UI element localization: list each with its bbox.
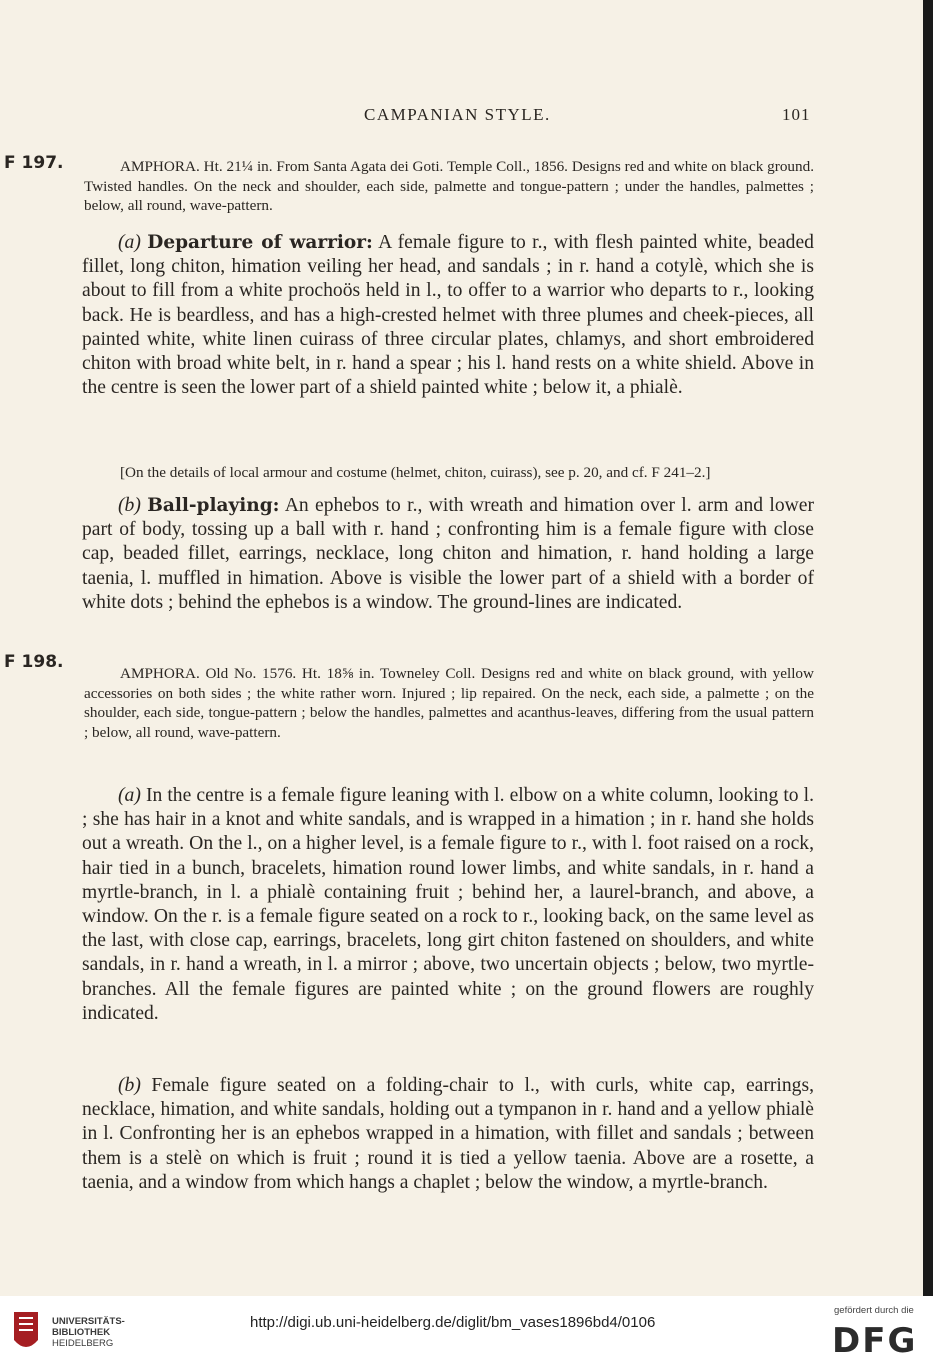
funding-note: gefördert durch die [834,1305,914,1316]
entry-intro-text: AMPHORA. Ht. 21¼ in. From Santa Agata dei Goti. Temple Coll., 1856. Designs red and white on black ground. Twisted handles. On the neck and shoulder, each side, palmette and tongue-pattern ; under the handles, palmettes ; below, all round, wave-pattern. [84,158,814,215]
library-line: BIBLIOTHEK [52,1327,111,1338]
viewer-footer [0,1296,933,1366]
running-head [0,103,933,129]
side-b-description [82,494,814,615]
side-b-description [82,1074,814,1195]
side-label: (b) [118,495,141,516]
dfg-logo[interactable] [832,1322,924,1361]
running-title: CAMPANIAN STYLE. [364,105,551,124]
entry-intro [84,157,814,216]
library-line: UNIVERSITÄTS- [52,1316,125,1327]
side-label: (b) [118,1075,141,1096]
university-library-logo[interactable] [10,1310,42,1354]
library-line: HEIDELBERG [52,1338,114,1349]
scene-text: Female figure seated on a folding-chair to l., with curls, white cap, earrings, necklace, himation, and white sandals, holding out a tympanon in r. hand and a yellow phialè in l. Confronting her is an ephebos wrapped in a himation, with fillet and sandals ; between them is a stelè on which is fruit ; round it is tied a yellow taenia. Above are a rosette, a taenia, and a window from which hangs a chaplet ; below the window, a myrtle-branch. [82,1075,814,1193]
side-a-description [82,231,814,400]
side-label: (a) [118,785,141,806]
library-name [52,1316,125,1349]
scene-text: An ephebos to r., with wreath and himation over l. arm and lower part of body, tossing up a ball with r. hand ; confronting him is a female figure with close cap, beaded fillet, earrings, necklace, long chiton and himation, r. hand holding a large taenia, l. muffled in himation. Above is visible the lower part of a shield with a border of white dots ; behind the ephebos is a window. The ground-lines are indicated. [82,495,815,613]
note-text: [On the details of local armour and costume (helmet, chiton, cuirass), see p. 20, and cf. F 241–2.] [120,464,711,481]
page-number: 101 [782,105,811,124]
scene-title: Ball-playing: [147,495,280,516]
library-seal-icon [10,1310,42,1354]
editorial-note [84,463,814,483]
scene-text: A female figure to r., with flesh painted white, beaded fillet, long chiton, himation veiling her head, and sandals ; in r. hand a cotylè, which she is about to fill from a white prochoös held in l., to offer to a warrior who departs to r., looking back. He is beardless, and has a high-crested helmet with three plumes and cheek-pieces, all painted white, white linen cuirass of three circular plates, chlamys, and short embroidered chiton with broad white belt, in r. hand a spear ; his l. hand rests on a white shield. Above in the centre is seen the lower part of a shield painted white ; below it, a phialè. [82,232,814,399]
scan-edge [923,0,933,1296]
entry-intro [84,664,814,742]
entry-number: F 198. [4,652,64,672]
permalink[interactable]: http://digi.ub.uni-heidelberg.de/diglit/bm_vases1896bd4/0106 [250,1314,656,1331]
dfg-logo-icon [832,1322,924,1356]
entry-number: F 197. [4,153,64,173]
scene-text: In the centre is a female figure leaning with l. elbow on a white column, looking to l. ; she has hair in a knot and white sandals, and is wrapped in a himation ; in r. hand she holds out a wreath. On the l., on a higher level, is a female figure to r., with l. foot raised on a rock, hair tied in a bunch, bracelets, himation round lower limbs, and white sandals, in r. hand a myrtle-branch, in l. a phialè containing fruit ; behind her, a laurel-branch, and above, a window. On the r. is a female figure seated on a rock to r., looking back, on the same level as the last, with close cap, earrings, bracelets, long girt chiton fastened on shoulders, and white sandals, in r. hand a wreath, in l. a mirror ; above, two uncertain objects ; below, two myrtle-branches. All the female figures are painted white ; on the ground flowers are roughly indicated. [82,785,814,1024]
svg-text:DFG: DFG [832,1322,918,1356]
scene-title: Departure of warrior: [147,232,373,253]
side-a-description [82,784,814,1026]
entry-intro-text: AMPHORA. Old No. 1576. Ht. 18⅝ in. Towneley Coll. Designs red and white on black ground, with yellow accessories on both sides ; the white rather worn. Injured ; lip repaired. On the neck, each side, a palmette ; on the shoulder, each side, tongue-pattern ; below the handles, palmettes and acanthus-leaves, differing from the usual pattern ; below, all round, wave-pattern. [84,665,814,741]
side-label: (a) [118,232,141,253]
